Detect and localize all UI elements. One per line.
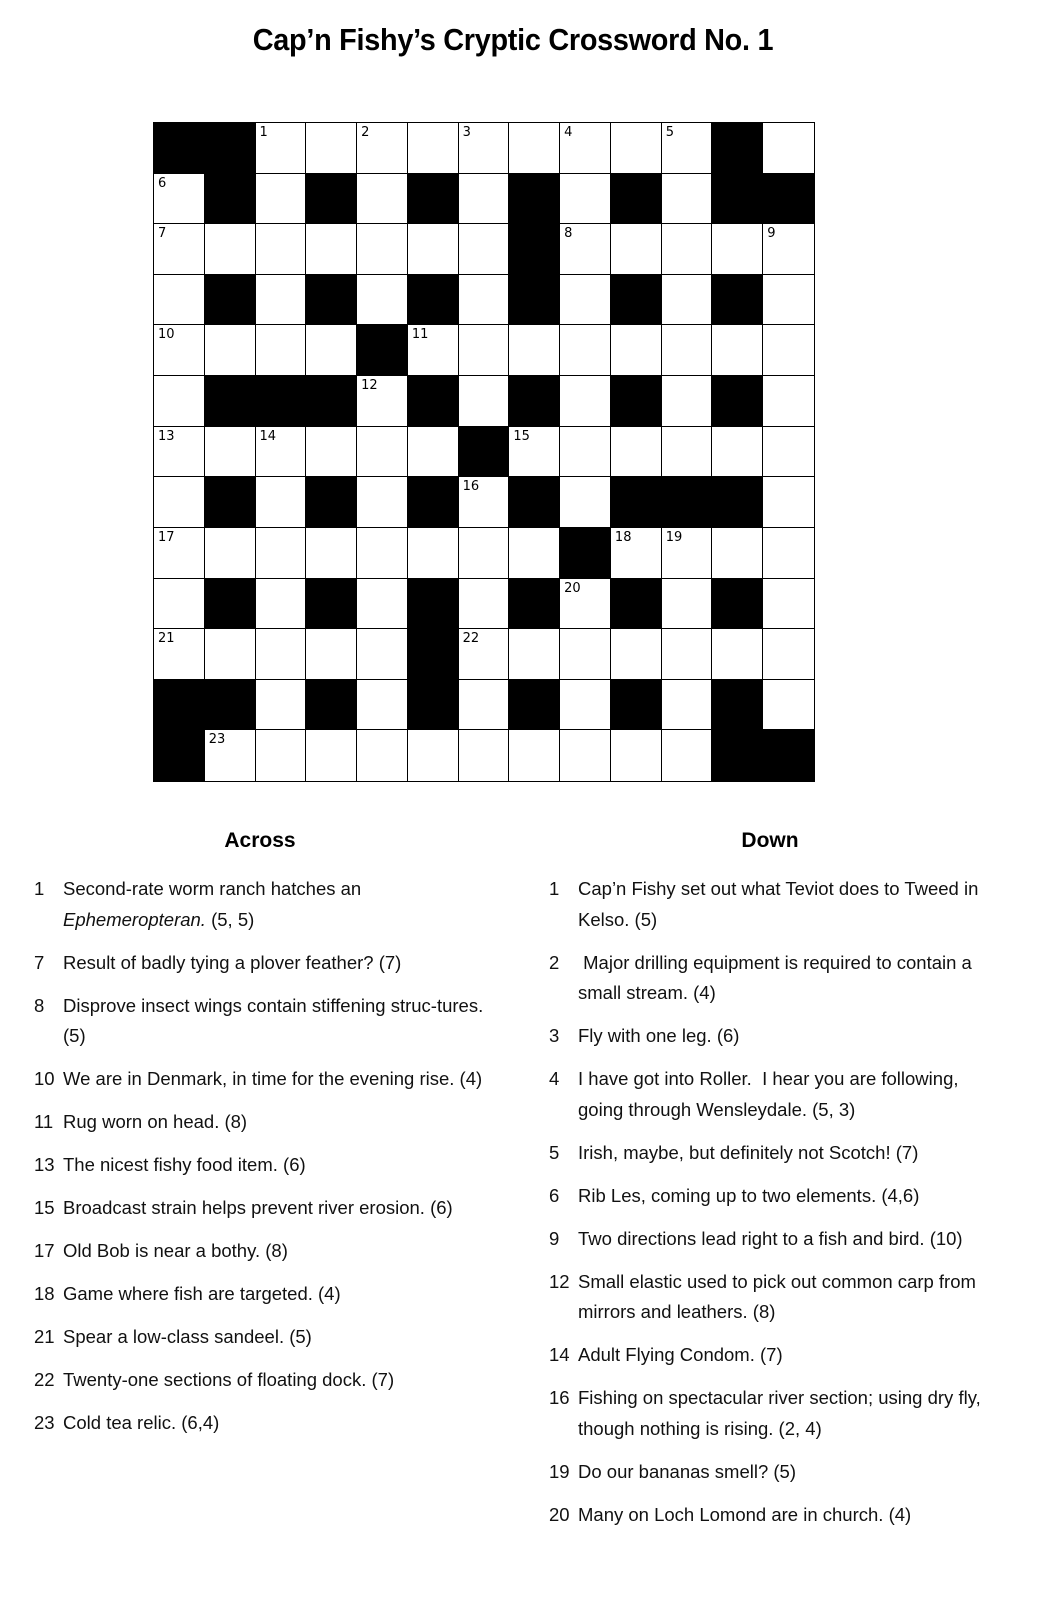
cell-number: 13 (158, 428, 175, 444)
clue-down-12 (545, 1267, 995, 1328)
grid-cell[interactable] (459, 275, 510, 326)
grid-cell-black (306, 579, 357, 630)
grid-cell-black (408, 275, 459, 326)
grid-cell[interactable] (560, 579, 611, 630)
grid-cell[interactable] (408, 528, 459, 579)
grid-cell[interactable] (763, 477, 814, 528)
grid-cell-black (408, 629, 459, 680)
cell-number: 15 (513, 428, 530, 444)
grid-cell[interactable] (205, 325, 256, 376)
grid-cell[interactable] (306, 427, 357, 478)
grid-cell[interactable] (459, 174, 510, 225)
grid-cell[interactable] (154, 224, 205, 275)
grid-cell-black (611, 680, 662, 731)
grid-cell-black (712, 376, 763, 427)
grid-cell-black (408, 579, 459, 630)
grid-cell-black (712, 579, 763, 630)
grid-cell[interactable] (763, 427, 814, 478)
clue-down-9 (545, 1224, 995, 1255)
grid-cell-black (611, 477, 662, 528)
clue-text: Adult Flying Condom. (7) (578, 1344, 783, 1365)
grid-cell[interactable] (662, 275, 713, 326)
grid-cell[interactable] (509, 629, 560, 680)
grid-cell[interactable] (712, 629, 763, 680)
clue-across-7 (30, 948, 500, 979)
grid-cell-black (154, 680, 205, 731)
across-clues-section (30, 826, 500, 1451)
clue-number: 6 (549, 1184, 560, 1206)
grid-cell-black (205, 123, 256, 174)
grid-cell[interactable] (357, 123, 408, 174)
clue-number: 5 (549, 1141, 560, 1163)
grid-cell-black (408, 376, 459, 427)
grid-cell-black (509, 376, 560, 427)
grid-cell-black (357, 325, 408, 376)
clue-across-17 (30, 1236, 500, 1267)
grid-cell[interactable] (357, 730, 408, 781)
clue-number: 17 (34, 1240, 55, 1261)
grid-cell[interactable] (509, 123, 560, 174)
grid-cell[interactable] (357, 275, 408, 326)
grid-cell[interactable] (256, 528, 307, 579)
clue-across-1 (30, 874, 500, 935)
grid-cell-black (154, 123, 205, 174)
grid-cell[interactable] (611, 224, 662, 275)
grid-cell[interactable] (712, 224, 763, 275)
clue-number: 20 (549, 1503, 570, 1525)
grid-cell[interactable] (763, 680, 814, 731)
grid-cell[interactable] (357, 528, 408, 579)
grid-cell[interactable] (560, 174, 611, 225)
grid-cell-black (459, 427, 510, 478)
cell-number: 16 (462, 479, 480, 495)
grid-cell[interactable] (560, 427, 611, 478)
clue-text: Fly with one leg. (6) (578, 1025, 740, 1046)
grid-cell[interactable] (205, 730, 256, 781)
grid-cell-black (306, 275, 357, 326)
grid-cell[interactable] (256, 730, 307, 781)
clue-number: 10 (34, 1068, 55, 1089)
clue-number: 21 (34, 1326, 55, 1347)
grid-cell-black (560, 528, 611, 579)
grid-cell-black (205, 579, 256, 630)
grid-cell[interactable] (560, 477, 611, 528)
clue-text: Rug worn on head. (8) (63, 1111, 248, 1132)
clue-number: 13 (34, 1154, 55, 1175)
crossword-grid (153, 122, 815, 782)
clue-across-10 (30, 1064, 500, 1095)
clue-text: I have got into Roller. I hear you are following, going through Wensleydale. (5, 3) (578, 1068, 964, 1120)
grid-cell[interactable] (357, 629, 408, 680)
clue-down-4 (545, 1064, 995, 1125)
grid-cell[interactable] (205, 528, 256, 579)
grid-cell-black (712, 123, 763, 174)
clue-text: Result of badly tying a plover feather? (7) (63, 951, 402, 973)
across-heading: Across (224, 829, 296, 852)
grid-cell[interactable] (459, 123, 510, 174)
cell-number: 12 (361, 378, 378, 394)
grid-cell-black (763, 730, 814, 781)
grid-cell[interactable] (712, 528, 763, 579)
clue-down-2 (545, 948, 995, 1009)
clue-text: Cap’n Fishy set out what Teviot does to Tweed in Kelso. (5) (578, 878, 979, 930)
grid-cell[interactable] (611, 123, 662, 174)
grid-cell[interactable] (763, 275, 814, 326)
clue-across-23 (30, 1408, 500, 1439)
grid-cell[interactable] (509, 427, 560, 478)
grid-cell[interactable] (154, 528, 205, 579)
clue-text: Fishing on spectacular river section; using dry fly, though nothing is rising. (2, 4) (578, 1387, 981, 1439)
clue-text: Many on Loch Lomond are in church. (4) (578, 1503, 912, 1525)
grid-cell-black (306, 477, 357, 528)
cell-number: 14 (259, 428, 277, 444)
grid-cell[interactable] (154, 427, 205, 478)
clue-number: 15 (34, 1197, 55, 1218)
clue-text: The nicest fishy food item. (6) (63, 1154, 306, 1175)
grid-cell-black (205, 477, 256, 528)
grid-cell[interactable] (205, 629, 256, 680)
cell-number: 8 (564, 226, 573, 242)
grid-cell-black (205, 680, 256, 731)
clue-number: 8 (34, 994, 45, 1016)
grid-cell-black (408, 680, 459, 731)
grid-cell-black (509, 174, 560, 225)
clue-number: 22 (34, 1369, 55, 1390)
grid-cell-black (509, 224, 560, 275)
grid-cell[interactable] (357, 427, 408, 478)
cell-number: 22 (462, 631, 480, 647)
grid-cell-black (611, 579, 662, 630)
clue-text: Disprove insect wings contain stiffening struc-tures. (5) (63, 994, 484, 1046)
clue-number: 4 (549, 1068, 560, 1089)
grid-cell[interactable] (763, 528, 814, 579)
clue-text: Spear a low-class sandeel. (5) (63, 1326, 312, 1347)
grid-cell[interactable] (763, 224, 814, 275)
grid-cell-black (154, 730, 205, 781)
grid-cell[interactable] (357, 477, 408, 528)
cell-number: 21 (158, 631, 175, 647)
grid-cell-black (509, 477, 560, 528)
grid-cell-black (306, 174, 357, 225)
cell-number: 20 (564, 580, 581, 596)
clue-across-18 (30, 1279, 500, 1310)
grid-cell[interactable] (560, 680, 611, 731)
clue-number: 1 (34, 878, 45, 899)
grid-cell-black (306, 680, 357, 731)
grid-cell-black (205, 275, 256, 326)
grid-cell[interactable] (712, 427, 763, 478)
clue-across-15 (30, 1193, 500, 1224)
clue-number: 11 (34, 1111, 54, 1132)
grid-cell[interactable] (357, 174, 408, 225)
grid-cell[interactable] (662, 376, 713, 427)
clue-number: 23 (34, 1412, 55, 1433)
grid-cell[interactable] (459, 579, 510, 630)
grid-cell-black (205, 376, 256, 427)
grid-cell[interactable] (154, 477, 205, 528)
across-clue-list (30, 874, 500, 1439)
grid-cell[interactable] (662, 579, 713, 630)
cell-number: 6 (158, 175, 167, 191)
grid-cell[interactable] (611, 528, 662, 579)
grid-cell[interactable] (256, 629, 307, 680)
clue-across-11 (30, 1107, 500, 1138)
grid-cell-black (611, 174, 662, 225)
clue-down-19 (545, 1457, 995, 1488)
cell-number: 5 (665, 125, 674, 140)
grid-cell[interactable] (560, 730, 611, 781)
clue-down-16 (545, 1383, 995, 1444)
clue-across-22 (30, 1365, 500, 1396)
grid-cell[interactable] (256, 325, 307, 376)
grid-cell[interactable] (560, 325, 611, 376)
grid-cell[interactable] (459, 730, 510, 781)
grid-cell[interactable] (154, 325, 205, 376)
clue-number: 7 (34, 951, 45, 973)
clue-number: 14 (549, 1344, 570, 1365)
grid-cell-black (712, 174, 763, 225)
clue-down-20 (545, 1500, 995, 1531)
grid-cell-black (611, 275, 662, 326)
clue-across-13 (30, 1150, 500, 1181)
grid-cell[interactable] (205, 224, 256, 275)
clue-number: 16 (549, 1387, 570, 1408)
grid-cell[interactable] (357, 376, 408, 427)
grid-cell[interactable] (459, 325, 510, 376)
down-clue-list (545, 874, 995, 1530)
grid-cell[interactable] (662, 629, 713, 680)
grid-cell[interactable] (611, 325, 662, 376)
grid-cell-black (509, 579, 560, 630)
grid-cell[interactable] (256, 275, 307, 326)
grid-cell[interactable] (357, 579, 408, 630)
clue-text: Irish, maybe, but definitely not Scotch! (7) (578, 1141, 919, 1163)
grid-cell[interactable] (154, 579, 205, 630)
grid-cell[interactable] (611, 730, 662, 781)
grid-cell[interactable] (763, 579, 814, 630)
grid-cell[interactable] (662, 325, 713, 376)
grid-cell[interactable] (205, 427, 256, 478)
clue-text: Broadcast strain helps prevent river erosion. (6) (63, 1197, 453, 1218)
clue-down-6 (545, 1181, 995, 1212)
grid-cell[interactable] (662, 680, 713, 731)
clue-across-8 (30, 991, 500, 1052)
clue-text: Cold tea relic. (6,4) (63, 1412, 220, 1433)
clue-text: Two directions lead right to a fish and bird. (10) (578, 1227, 963, 1249)
grid-cell[interactable] (154, 629, 205, 680)
grid-cell[interactable] (459, 477, 510, 528)
cell-number: 4 (564, 125, 573, 140)
cell-number: 17 (158, 529, 175, 545)
grid-cell[interactable] (662, 224, 713, 275)
grid-cell[interactable] (357, 680, 408, 731)
grid-cell[interactable] (154, 275, 205, 326)
down-clues-section (545, 826, 995, 1543)
grid-cell[interactable] (256, 123, 307, 174)
clue-text: Second-rate worm ranch hatches an Ephemeropteran. (5, 5) (63, 878, 362, 930)
grid-cell-black (712, 730, 763, 781)
grid-cell[interactable] (560, 224, 611, 275)
cell-number: 9 (767, 226, 776, 242)
clue-number: 3 (549, 1025, 560, 1046)
grid-cell-black (509, 680, 560, 731)
grid-cell[interactable] (256, 579, 307, 630)
clue-number: 12 (549, 1270, 570, 1292)
clue-text: Old Bob is near a bothy. (8) (63, 1240, 288, 1261)
grid-cell[interactable] (763, 629, 814, 680)
clue-text: Major drilling equipment is required to contain a small stream. (4) (578, 951, 977, 1003)
grid-cell[interactable] (662, 174, 713, 225)
clue-text: Small elastic used to pick out common carp from mirrors and leathers. (8) (578, 1270, 976, 1322)
grid-cell-black (662, 477, 713, 528)
grid-cell[interactable] (662, 730, 713, 781)
clue-number: 9 (549, 1227, 560, 1249)
grid-cell[interactable] (459, 629, 510, 680)
cell-number: 1 (259, 125, 268, 140)
grid-cell[interactable] (256, 427, 307, 478)
grid-cell[interactable] (712, 325, 763, 376)
grid-cell[interactable] (560, 275, 611, 326)
grid-cell[interactable] (459, 528, 510, 579)
cell-number: 18 (614, 529, 632, 545)
grid-cell[interactable] (611, 629, 662, 680)
grid-cell-black (611, 376, 662, 427)
grid-cell[interactable] (662, 427, 713, 478)
cell-number: 3 (462, 125, 471, 140)
grid-cell[interactable] (459, 680, 510, 731)
clue-number: 19 (549, 1460, 570, 1482)
clue-down-1 (545, 874, 995, 935)
grid-cell[interactable] (509, 528, 560, 579)
cell-number: 2 (361, 125, 370, 140)
clue-number: 1 (549, 878, 560, 899)
grid-cell-black (306, 376, 357, 427)
clue-text: Rib Les, coming up to two elements. (4,6) (578, 1184, 920, 1206)
clue-down-3 (545, 1021, 995, 1052)
clue-text: Game where fish are targeted. (4) (63, 1283, 341, 1304)
grid-cell-black (712, 680, 763, 731)
clue-number: 2 (549, 951, 560, 973)
grid-cell[interactable] (154, 376, 205, 427)
grid-cell[interactable] (459, 376, 510, 427)
grid-cell[interactable] (306, 629, 357, 680)
grid-cell[interactable] (306, 730, 357, 781)
grid-cell[interactable] (509, 730, 560, 781)
grid-cell[interactable] (509, 325, 560, 376)
grid-cell[interactable] (763, 376, 814, 427)
grid-cell[interactable] (256, 680, 307, 731)
grid-cell[interactable] (763, 123, 814, 174)
grid-cell[interactable] (408, 325, 459, 376)
grid-cell-black (712, 275, 763, 326)
clue-text: Twenty-one sections of floating dock. (7) (63, 1369, 395, 1390)
clue-text: Do our bananas smell? (5) (578, 1460, 796, 1482)
grid-cell[interactable] (306, 325, 357, 376)
grid-cell-black (712, 477, 763, 528)
grid-cell[interactable] (408, 730, 459, 781)
grid-cell[interactable] (306, 123, 357, 174)
clue-number: 18 (34, 1283, 55, 1304)
clue-text: We are in Denmark, in time for the evening rise. (4) (63, 1068, 483, 1089)
grid-cell[interactable] (357, 224, 408, 275)
grid-cell[interactable] (560, 629, 611, 680)
grid-cell-black (763, 174, 814, 225)
grid-cell[interactable] (611, 427, 662, 478)
grid-cell-black (408, 477, 459, 528)
grid-cell-black (256, 376, 307, 427)
down-heading: Down (741, 829, 799, 852)
grid-cell[interactable] (256, 174, 307, 225)
grid-cell[interactable] (256, 477, 307, 528)
grid-cell[interactable] (560, 123, 611, 174)
grid-cell[interactable] (408, 224, 459, 275)
grid-cell[interactable] (459, 224, 510, 275)
grid-cell-black (509, 275, 560, 326)
clue-across-21 (30, 1322, 500, 1353)
clue-down-5 (545, 1138, 995, 1169)
grid-cell[interactable] (306, 528, 357, 579)
cell-number: 23 (208, 732, 226, 748)
grid-cell[interactable] (154, 174, 205, 225)
grid-cell[interactable] (306, 224, 357, 275)
cell-number: 11 (411, 327, 429, 343)
grid-cell-black (205, 174, 256, 225)
grid-cell[interactable] (256, 224, 307, 275)
grid-cell-black (408, 174, 459, 225)
cell-number: 7 (158, 226, 167, 242)
cell-number: 19 (665, 529, 683, 545)
grid-cell[interactable] (763, 325, 814, 376)
clue-down-14 (545, 1340, 995, 1371)
cell-number: 10 (158, 327, 175, 343)
grid-cell[interactable] (662, 528, 713, 579)
grid-cell[interactable] (560, 376, 611, 427)
grid-cell[interactable] (662, 123, 713, 174)
puzzle-title: Cap’n Fishy’s Cryptic Crossword No. 1 (252, 22, 774, 57)
grid-cell[interactable] (408, 123, 459, 174)
grid-cell[interactable] (408, 427, 459, 478)
